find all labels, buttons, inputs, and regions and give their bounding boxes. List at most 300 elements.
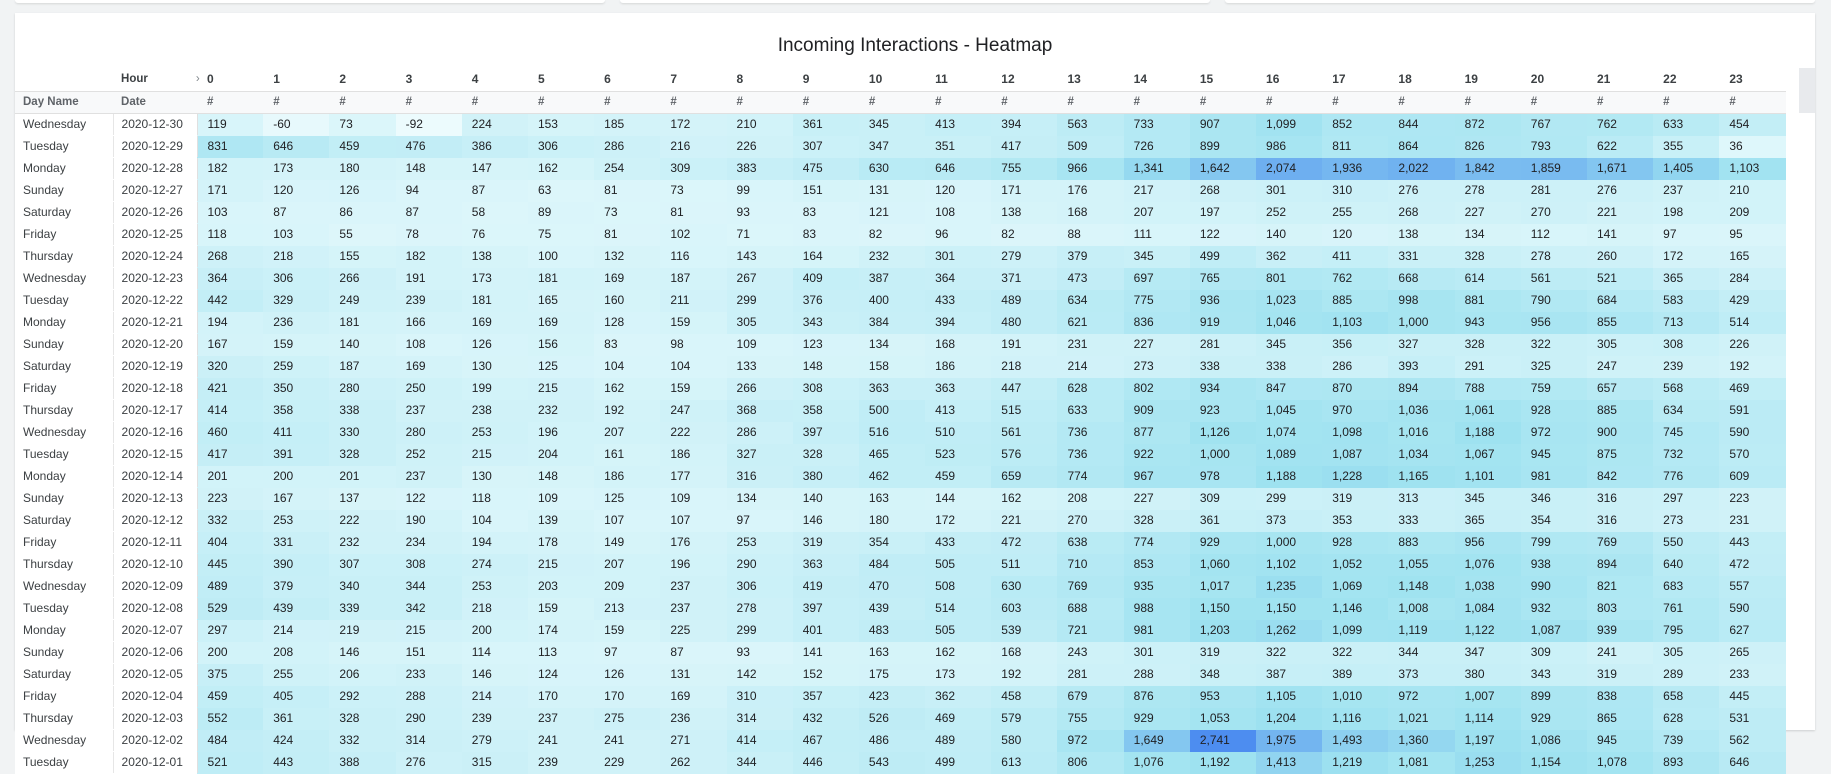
heatmap-cell: 355	[1653, 136, 1719, 158]
heatmap-cell: 855	[1587, 312, 1653, 334]
heatmap-cell: 1,228	[1322, 466, 1388, 488]
heatmap-cell: 1,150	[1256, 598, 1322, 620]
heatmap-cell: 276	[396, 752, 462, 774]
heatmap-cell: 769	[1057, 576, 1123, 598]
heatmap-cell: 124	[528, 664, 594, 686]
heatmap-cell: 173	[925, 664, 991, 686]
heatmap-cell: 561	[1521, 268, 1587, 290]
hour-column-header[interactable]: 15	[1199, 72, 1214, 86]
heatmap-cell: 1,119	[1388, 620, 1454, 642]
heatmap-cell: 327	[1388, 334, 1454, 356]
heatmap-cell: 180	[329, 158, 395, 180]
heatmap-cell: -92	[396, 114, 462, 136]
heatmap-cell: 1,036	[1388, 400, 1454, 422]
heatmap-cell: 116	[660, 246, 726, 268]
heatmap-cell: 1,000	[1190, 444, 1256, 466]
date-cell: 2020-12-19	[113, 356, 197, 378]
heatmap-cell: 356	[1322, 334, 1388, 356]
heatmap-cell: 614	[1455, 268, 1521, 290]
heatmap-cell: 291	[1455, 356, 1521, 378]
heatmap-cell: 978	[1190, 466, 1256, 488]
heatmap-cell: 316	[1587, 488, 1653, 510]
heatmap-cell: 1,253	[1455, 752, 1521, 774]
heatmap-cell: 108	[925, 202, 991, 224]
heatmap-cell: 826	[1455, 136, 1521, 158]
heatmap-cell: 297	[1653, 488, 1719, 510]
heatmap-cell: 308	[1653, 334, 1719, 356]
metric-symbol-header: #	[1719, 92, 1785, 114]
heatmap-cell: 103	[197, 202, 263, 224]
heatmap-cell: 1,067	[1455, 444, 1521, 466]
heatmap-cell: 172	[925, 510, 991, 532]
heatmap-cell: 972	[1388, 686, 1454, 708]
heatmap-cell: 137	[329, 488, 395, 510]
heatmap-cell: 489	[197, 576, 263, 598]
heatmap-cell: 328	[329, 708, 395, 730]
hour-dimension-header[interactable]	[113, 68, 200, 92]
table-row	[15, 488, 1786, 510]
heatmap-cell: 489	[925, 730, 991, 752]
heatmap-cell: 433	[925, 290, 991, 312]
heatmap-cell: 227	[1455, 202, 1521, 224]
heatmap-panel	[15, 13, 1815, 769]
heatmap-cell: 550	[1653, 532, 1719, 554]
heatmap-cell: 233	[1719, 664, 1785, 686]
heatmap-cell: 1,053	[1190, 708, 1256, 730]
heatmap-cell: 107	[594, 510, 660, 532]
heatmap-cell: 253	[727, 532, 793, 554]
hour-column-header[interactable]: 13	[1067, 72, 1081, 86]
heatmap-cell: 111	[1124, 224, 1190, 246]
hour-column-header[interactable]: 0	[207, 72, 214, 86]
metric-header-row	[15, 92, 1786, 114]
heatmap-cell: 211	[660, 290, 726, 312]
heatmap-cell: 476	[396, 136, 462, 158]
heatmap-cell: 239	[528, 752, 594, 774]
heatmap-cell: 255	[263, 664, 329, 686]
heatmap-cell: 301	[1256, 180, 1322, 202]
heatmap-cell: 215	[396, 620, 462, 642]
day-name-cell: Tuesday	[15, 290, 113, 312]
heatmap-cell: 570	[1719, 444, 1785, 466]
date-cell: 2020-12-11	[113, 532, 197, 554]
heatmap-cell: 523	[925, 444, 991, 466]
heatmap-cell: 1,038	[1455, 576, 1521, 598]
heatmap-cell: 923	[1190, 400, 1256, 422]
heatmap-cell: 81	[660, 202, 726, 224]
heatmap-cell: 514	[925, 598, 991, 620]
heatmap-cell: 929	[1190, 532, 1256, 554]
heatmap-cell: 186	[925, 356, 991, 378]
heatmap-cell: 73	[660, 180, 726, 202]
heatmap-cell: 1,146	[1322, 598, 1388, 620]
heatmap-cell: 254	[594, 158, 660, 180]
hour-column-header[interactable]: 14	[1133, 72, 1147, 86]
heatmap-cell: 811	[1322, 136, 1388, 158]
hour-column-header[interactable]: 19	[1464, 72, 1478, 86]
hour-column-header[interactable]: 1	[273, 72, 280, 86]
heatmap-cell: 443	[1719, 532, 1785, 554]
day-name-cell: Wednesday	[15, 268, 113, 290]
heatmap-cell: 500	[859, 400, 925, 422]
heatmap-cell: 1,008	[1388, 598, 1454, 620]
heatmap-cell: 634	[1653, 400, 1719, 422]
hour-column-header[interactable]: 16	[1266, 72, 1280, 86]
heatmap-cell: 907	[1190, 114, 1256, 136]
day-name-cell: Sunday	[15, 334, 113, 356]
heatmap-cell: 470	[859, 576, 925, 598]
table-row	[15, 664, 1786, 686]
heatmap-cell: 187	[329, 356, 395, 378]
heatmap-cell: 531	[1719, 708, 1785, 730]
heatmap-cell: 163	[859, 488, 925, 510]
hour-column-header[interactable]: 5	[537, 72, 545, 86]
heatmap-cell: 162	[528, 158, 594, 180]
heatmap-cell: 231	[1719, 510, 1785, 532]
heatmap-cell: 170	[594, 686, 660, 708]
heatmap-cell: 1,061	[1455, 400, 1521, 422]
heatmap-cell: 713	[1653, 312, 1719, 334]
hour-column-header[interactable]: 18	[1398, 72, 1412, 86]
heatmap-cell: 138	[462, 246, 528, 268]
vertical-scrollbar[interactable]	[1799, 68, 1815, 113]
date-cell: 2020-12-04	[113, 686, 197, 708]
heatmap-cell: 1,204	[1256, 708, 1322, 730]
heatmap-cell: 945	[1587, 730, 1653, 752]
heatmap-cell: 218	[263, 246, 329, 268]
heatmap-cell: 217	[1124, 180, 1190, 202]
heatmap-cell: 239	[396, 290, 462, 312]
heatmap-cell: 280	[396, 422, 462, 444]
heatmap-cell: 170	[528, 686, 594, 708]
heatmap-cell: 329	[263, 290, 329, 312]
heatmap-cell: 972	[1057, 730, 1123, 752]
heatmap-cell: 755	[991, 158, 1057, 180]
heatmap-cell: 120	[925, 180, 991, 202]
heatmap-cell: 314	[727, 708, 793, 730]
heatmap-cell: 222	[329, 510, 395, 532]
day-name-cell: Monday	[15, 620, 113, 642]
heatmap-cell: 1,103	[1719, 158, 1785, 180]
table-row	[15, 532, 1786, 554]
heatmap-cell: 803	[1587, 598, 1653, 620]
heatmap-cell: 138	[991, 202, 1057, 224]
heatmap-cell: 310	[727, 686, 793, 708]
table-row	[15, 290, 1786, 312]
heatmap-cell: 130	[462, 466, 528, 488]
heatmap-cell: 158	[859, 356, 925, 378]
hour-column-header[interactable]: 9	[802, 72, 810, 86]
table-row	[15, 620, 1786, 642]
heatmap-cell: 138	[1388, 224, 1454, 246]
heatmap-cell: 1,069	[1322, 576, 1388, 598]
date-cell: 2020-12-01	[113, 752, 197, 774]
heatmap-cell: 290	[727, 554, 793, 576]
heatmap-cell: 159	[660, 312, 726, 334]
heatmap-cell: 821	[1587, 576, 1653, 598]
heatmap-cell: 844	[1388, 114, 1454, 136]
heatmap-cell: 885	[1322, 290, 1388, 312]
heatmap-cell: 343	[793, 312, 859, 334]
heatmap-cell: 459	[197, 686, 263, 708]
heatmap-cell: 148	[528, 466, 594, 488]
heatmap-cell: 297	[197, 620, 263, 642]
heatmap-cell: 328	[1455, 334, 1521, 356]
date-cell: 2020-12-27	[113, 180, 197, 202]
heatmap-cell: 281	[1057, 664, 1123, 686]
heatmap-cell: 472	[1719, 554, 1785, 576]
day-name-cell: Saturday	[15, 510, 113, 532]
heatmap-cell: 721	[1057, 620, 1123, 642]
heatmap-cell: 140	[793, 488, 859, 510]
heatmap-cell: 1,188	[1455, 422, 1521, 444]
heatmap-cell: 308	[396, 554, 462, 576]
heatmap-cell: 229	[594, 752, 660, 774]
heatmap-cell: 439	[859, 598, 925, 620]
heatmap-cell: 628	[1653, 708, 1719, 730]
heatmap-cell: 459	[925, 466, 991, 488]
heatmap-cell: 250	[396, 378, 462, 400]
heatmap-cell: 609	[1719, 466, 1785, 488]
heatmap-cell: 109	[727, 334, 793, 356]
heatmap-cell: 149	[594, 532, 660, 554]
heatmap-cell: 247	[1587, 356, 1653, 378]
date-cell: 2020-12-02	[113, 730, 197, 752]
hour-column-header[interactable]: 4	[471, 72, 479, 86]
heatmap-cell: 443	[263, 752, 329, 774]
heatmap-cell: 161	[594, 444, 660, 466]
heatmap-cell: 131	[859, 180, 925, 202]
heatmap-cell: 630	[859, 158, 925, 180]
heatmap-cell: 446	[793, 752, 859, 774]
date-column-header[interactable]: Date	[113, 92, 197, 114]
heatmap-cell: 221	[1587, 202, 1653, 224]
heatmap-cell: 966	[1057, 158, 1123, 180]
heatmap-cell: 252	[1256, 202, 1322, 224]
heatmap-cell: 480	[991, 312, 1057, 334]
heatmap-cell: 299	[727, 290, 793, 312]
table-row	[15, 202, 1786, 224]
heatmap-cell: 1,016	[1388, 422, 1454, 444]
heatmap-cell: 204	[528, 444, 594, 466]
heatmap-cell: 215	[462, 444, 528, 466]
heatmap-cell: 226	[727, 136, 793, 158]
hour-column-header[interactable]: 20	[1530, 72, 1545, 86]
heatmap-cell: 104	[660, 356, 726, 378]
date-cell: 2020-12-03	[113, 708, 197, 730]
heatmap-cell: 1,842	[1455, 158, 1521, 180]
heatmap-cell: 938	[1521, 554, 1587, 576]
day-name-cell: Friday	[15, 532, 113, 554]
heatmap-cell: 171	[991, 180, 1057, 202]
heatmap-cell: 1,087	[1521, 620, 1587, 642]
heatmap-cell: 201	[197, 466, 263, 488]
heatmap-cell: 943	[1455, 312, 1521, 334]
heatmap-cell: 271	[660, 730, 726, 752]
hour-column-header[interactable]: 6	[604, 72, 611, 86]
hour-column-header[interactable]: 10	[868, 72, 883, 86]
heatmap-cell: 929	[1521, 708, 1587, 730]
heatmap-cell: 1,114	[1455, 708, 1521, 730]
day-name-column-header[interactable]: Day Name	[15, 92, 113, 114]
heatmap-cell: 646	[1719, 752, 1785, 774]
heatmap-cell: 265	[1719, 642, 1785, 664]
date-cell: 2020-12-07	[113, 620, 197, 642]
heatmap-cell: 327	[727, 444, 793, 466]
heatmap-cell: 180	[859, 510, 925, 532]
heatmap-cell: 299	[727, 620, 793, 642]
heatmap-cell: 939	[1587, 620, 1653, 642]
heatmap-cell: 100	[528, 246, 594, 268]
heatmap-cell: 1,086	[1521, 730, 1587, 752]
heatmap-cell: 309	[1190, 488, 1256, 510]
heatmap-cell: 167	[263, 488, 329, 510]
heatmap-cell: 371	[991, 268, 1057, 290]
heatmap-cell: 736	[1057, 444, 1123, 466]
heatmap-cell: 191	[991, 334, 1057, 356]
heatmap-cell: 270	[1521, 202, 1587, 224]
heatmap-cell: 213	[594, 598, 660, 620]
heatmap-cell: 200	[197, 642, 263, 664]
heatmap-cell: 187	[660, 268, 726, 290]
table-row	[15, 158, 1786, 180]
heatmap-cell: 171	[197, 180, 263, 202]
hour-column-header[interactable]: 2	[339, 72, 347, 86]
heatmap-cell: 88	[1057, 224, 1123, 246]
heatmap-cell: 929	[1124, 708, 1190, 730]
heatmap-cell: 87	[263, 202, 329, 224]
heatmap-cell: 232	[859, 246, 925, 268]
hour-column-header[interactable]: 8	[736, 72, 744, 86]
heatmap-cell: 394	[991, 114, 1057, 136]
hour-column-header[interactable]: 7	[670, 72, 678, 86]
heatmap-cell: 177	[660, 466, 726, 488]
heatmap-cell: 134	[859, 334, 925, 356]
heatmap-cell: 169	[528, 312, 594, 334]
table-row	[15, 686, 1786, 708]
hour-column-header[interactable]: 21	[1596, 72, 1611, 86]
heatmap-cell: 580	[991, 730, 1057, 752]
heatmap-cell: 365	[1455, 510, 1521, 532]
heatmap-cell: 469	[925, 708, 991, 730]
heatmap-cell: 365	[1653, 268, 1719, 290]
heatmap-cell: 486	[859, 730, 925, 752]
chevron-right-icon[interactable]: ›	[195, 73, 200, 85]
metric-symbol-header: #	[925, 92, 991, 114]
heatmap-cell: 362	[1256, 246, 1322, 268]
heatmap-cell: 1,975	[1256, 730, 1322, 752]
heatmap-cell: 73	[329, 114, 395, 136]
table-row	[15, 576, 1786, 598]
heatmap-cell: 613	[991, 752, 1057, 774]
heatmap-cell: 421	[197, 378, 263, 400]
heatmap-cell: 1,081	[1388, 752, 1454, 774]
table-row	[15, 642, 1786, 664]
heatmap-cell: 36	[1719, 136, 1785, 158]
heatmap-cell: 936	[1190, 290, 1256, 312]
hour-column-header[interactable]: 23	[1729, 72, 1743, 86]
heatmap-cell: 320	[197, 356, 263, 378]
hour-column-header[interactable]: 11	[935, 72, 948, 86]
heatmap-cell: 1,045	[1256, 400, 1322, 422]
heatmap-cell: 762	[1322, 268, 1388, 290]
heatmap-cell: 146	[329, 642, 395, 664]
heatmap-cell: 1,192	[1190, 752, 1256, 774]
heatmap-cell: 387	[859, 268, 925, 290]
heatmap-cell: 393	[1388, 356, 1454, 378]
heatmap-cell: 1,154	[1521, 752, 1587, 774]
table-row	[15, 334, 1786, 356]
heatmap-cell: 152	[793, 664, 859, 686]
heatmap-cell: 384	[859, 312, 925, 334]
heatmap-cell: 499	[1190, 246, 1256, 268]
heatmap-cell: 935	[1124, 576, 1190, 598]
heatmap-cell: 881	[1455, 290, 1521, 312]
heatmap-cell: 169	[462, 312, 528, 334]
hour-column-header[interactable]: 17	[1332, 72, 1346, 86]
heatmap-cell: 932	[1521, 598, 1587, 620]
heatmap-cell: 953	[1190, 686, 1256, 708]
hour-column-header[interactable]: 22	[1663, 72, 1677, 86]
heatmap-cell: 307	[793, 136, 859, 158]
heatmap-cell: 182	[197, 158, 263, 180]
heatmap-cell: 241	[1587, 642, 1653, 664]
hour-column-header[interactable]: 12	[1001, 72, 1015, 86]
heatmap-cell: 234	[396, 532, 462, 554]
heatmap-cell: 314	[396, 730, 462, 752]
date-cell: 2020-12-06	[113, 642, 197, 664]
heatmap-cell: 583	[1653, 290, 1719, 312]
heatmap-cell: 273	[1124, 356, 1190, 378]
heatmap-cell: 638	[1057, 532, 1123, 554]
heatmap-cell: 454	[1719, 114, 1785, 136]
heatmap-cell: 93	[727, 202, 793, 224]
heatmap-cell: 218	[462, 598, 528, 620]
heatmap-cell: 126	[329, 180, 395, 202]
heatmap-cell: 883	[1388, 532, 1454, 554]
heatmap-cell: 82	[991, 224, 1057, 246]
metric-symbol-header: #	[1653, 92, 1719, 114]
heatmap-cell: 1,099	[1256, 114, 1322, 136]
heatmap-cell: 275	[594, 708, 660, 730]
heatmap-cell: 175	[859, 664, 925, 686]
heatmap-cell: 986	[1256, 136, 1322, 158]
date-cell: 2020-12-14	[113, 466, 197, 488]
heatmap-cell: 775	[1124, 290, 1190, 312]
heatmap-cell: 1,017	[1190, 576, 1256, 598]
heatmap-cell: 484	[197, 730, 263, 752]
day-name-cell: Thursday	[15, 708, 113, 730]
heatmap-cell: 316	[1587, 510, 1653, 532]
metric-symbol-header: #	[462, 92, 528, 114]
heatmap-cell: 1,023	[1256, 290, 1322, 312]
heatmap-cell: 143	[727, 246, 793, 268]
heatmap-cell: 255	[1322, 202, 1388, 224]
heatmap-cell: 870	[1322, 378, 1388, 400]
heatmap-cell: 128	[594, 312, 660, 334]
heatmap-cell: 462	[859, 466, 925, 488]
heatmap-cell: 697	[1124, 268, 1190, 290]
heatmap-cell: -60	[263, 114, 329, 136]
heatmap-cell: 442	[197, 290, 263, 312]
heatmap-cell: 776	[1653, 466, 1719, 488]
heatmap-cell: 362	[925, 686, 991, 708]
hour-column-header[interactable]: 3	[405, 72, 413, 86]
heatmap-cell: 590	[1719, 598, 1785, 620]
heatmap-cell: 765	[1190, 268, 1256, 290]
heatmap-cell: 192	[991, 664, 1057, 686]
heatmap-cell: 339	[329, 598, 395, 620]
